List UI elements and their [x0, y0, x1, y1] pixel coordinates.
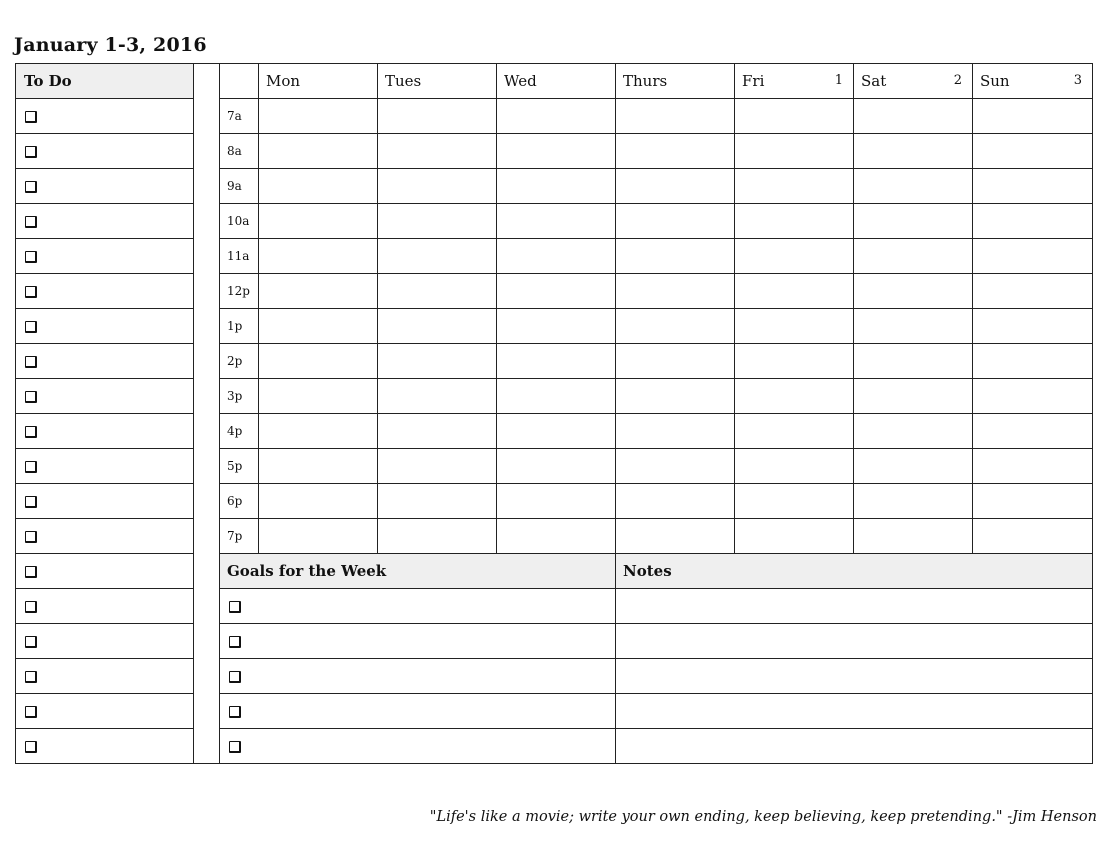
todo-item[interactable] — [16, 134, 194, 169]
todo-item[interactable] — [16, 519, 194, 554]
checkbox-icon[interactable] — [25, 111, 37, 123]
todo-item[interactable] — [16, 449, 194, 484]
page-title: January 1-3, 2016 — [14, 34, 207, 56]
schedule-slot[interactable] — [616, 204, 735, 239]
schedule-slot[interactable] — [973, 169, 1093, 204]
schedule-slot[interactable] — [973, 449, 1093, 484]
goal-item[interactable] — [220, 589, 616, 624]
schedule-slot[interactable] — [616, 379, 735, 414]
schedule-slot[interactable] — [378, 134, 497, 169]
todo-item[interactable] — [16, 169, 194, 204]
checkbox-icon[interactable] — [25, 426, 37, 438]
schedule-slot[interactable] — [616, 449, 735, 484]
schedule-slot[interactable] — [854, 344, 973, 379]
schedule-slot[interactable] — [378, 274, 497, 309]
schedule-slot[interactable] — [973, 134, 1093, 169]
schedule-slot[interactable] — [973, 274, 1093, 309]
schedule-slot[interactable] — [378, 204, 497, 239]
todo-item[interactable] — [16, 589, 194, 624]
column-spacer — [194, 64, 220, 764]
schedule-slot[interactable] — [497, 484, 616, 519]
notes-line[interactable] — [616, 694, 1093, 729]
checkbox-icon[interactable] — [25, 251, 37, 263]
checkbox-icon[interactable] — [25, 391, 37, 403]
schedule-slot[interactable] — [378, 344, 497, 379]
time-label: 10a — [220, 204, 259, 239]
day-header-thurs — [616, 64, 735, 99]
schedule-slot[interactable] — [973, 414, 1093, 449]
notes-line[interactable] — [616, 729, 1093, 764]
todo-item[interactable] — [16, 659, 194, 694]
schedule-slot[interactable] — [616, 309, 735, 344]
day-header-sat — [854, 64, 973, 99]
schedule-slot[interactable] — [259, 274, 378, 309]
day-label: Mon — [266, 72, 301, 90]
schedule-slot[interactable] — [973, 99, 1093, 134]
schedule-slot[interactable] — [973, 344, 1093, 379]
todo-item[interactable] — [16, 414, 194, 449]
checkbox-icon[interactable] — [25, 286, 37, 298]
schedule-slot[interactable] — [497, 519, 616, 554]
schedule-slot[interactable] — [854, 134, 973, 169]
time-label: 5p — [220, 449, 259, 484]
schedule-slot[interactable] — [616, 134, 735, 169]
time-label: 3p — [220, 379, 259, 414]
time-header — [220, 64, 259, 99]
schedule-slot[interactable] — [259, 309, 378, 344]
todo-item[interactable] — [16, 239, 194, 274]
schedule-slot[interactable] — [735, 309, 854, 344]
checkbox-icon[interactable] — [229, 671, 241, 683]
todo-item[interactable] — [16, 729, 194, 764]
day-date: 2 — [953, 73, 962, 88]
schedule-slot[interactable] — [854, 484, 973, 519]
todo-item[interactable] — [16, 204, 194, 239]
schedule-slot[interactable] — [735, 344, 854, 379]
time-label: 7p — [220, 519, 259, 554]
schedule-slot[interactable] — [973, 484, 1093, 519]
schedule-slot[interactable] — [854, 379, 973, 414]
schedule-slot[interactable] — [616, 239, 735, 274]
schedule-slot[interactable] — [497, 414, 616, 449]
schedule-slot[interactable] — [259, 519, 378, 554]
schedule-slot[interactable] — [259, 204, 378, 239]
day-header-tues — [378, 64, 497, 99]
schedule-slot[interactable] — [497, 204, 616, 239]
schedule-slot[interactable] — [735, 379, 854, 414]
checkbox-icon[interactable] — [25, 601, 37, 613]
time-label: 9a — [220, 169, 259, 204]
schedule-slot[interactable] — [735, 484, 854, 519]
schedule-slot[interactable] — [378, 309, 497, 344]
checkbox-icon[interactable] — [229, 706, 241, 718]
day-header-fri — [735, 64, 854, 99]
schedule-slot[interactable] — [854, 519, 973, 554]
schedule-slot[interactable] — [259, 239, 378, 274]
todo-item[interactable] — [16, 624, 194, 659]
schedule-slot[interactable] — [616, 169, 735, 204]
time-label: 4p — [220, 414, 259, 449]
goal-item[interactable] — [220, 729, 616, 764]
time-label: 1p — [220, 309, 259, 344]
schedule-slot[interactable] — [854, 309, 973, 344]
todo-item[interactable] — [16, 379, 194, 414]
checkbox-icon[interactable] — [25, 496, 37, 508]
schedule-slot[interactable] — [259, 379, 378, 414]
day-label: Tues — [385, 72, 422, 90]
schedule-slot[interactable] — [973, 239, 1093, 274]
schedule-slot[interactable] — [497, 134, 616, 169]
schedule-slot[interactable] — [378, 239, 497, 274]
day-header-mon — [259, 64, 378, 99]
schedule-slot[interactable] — [973, 519, 1093, 554]
schedule-slot[interactable] — [378, 379, 497, 414]
todo-item[interactable] — [16, 344, 194, 379]
schedule-slot[interactable] — [259, 99, 378, 134]
notes-line[interactable] — [616, 589, 1093, 624]
schedule-slot[interactable] — [259, 449, 378, 484]
checkbox-icon[interactable] — [25, 706, 37, 718]
time-label: 2p — [220, 344, 259, 379]
checkbox-icon[interactable] — [25, 461, 37, 473]
checkbox-icon[interactable] — [25, 321, 37, 333]
goal-item[interactable] — [220, 624, 616, 659]
todo-item[interactable] — [16, 309, 194, 344]
notes-header: Notes — [616, 554, 1093, 589]
checkbox-icon[interactable] — [25, 671, 37, 683]
schedule-slot[interactable] — [735, 99, 854, 134]
day-header-wed — [497, 64, 616, 99]
schedule-slot[interactable] — [378, 484, 497, 519]
checkbox-icon[interactable] — [229, 636, 241, 648]
day-date: 1 — [834, 73, 843, 88]
todo-item[interactable] — [16, 274, 194, 309]
schedule-slot[interactable] — [378, 449, 497, 484]
schedule-slot[interactable] — [854, 169, 973, 204]
schedule-slot[interactable] — [854, 239, 973, 274]
schedule-slot[interactable] — [259, 484, 378, 519]
schedule-slot[interactable] — [378, 414, 497, 449]
schedule-slot[interactable] — [854, 449, 973, 484]
checkbox-icon[interactable] — [229, 601, 241, 613]
day-label: Sun — [980, 72, 1010, 90]
goal-item[interactable] — [220, 659, 616, 694]
schedule-slot[interactable] — [616, 99, 735, 134]
day-header-sun — [973, 64, 1093, 99]
goal-item[interactable] — [220, 694, 616, 729]
checkbox-icon[interactable] — [25, 216, 37, 228]
day-label: Thurs — [623, 72, 668, 90]
schedule-slot[interactable] — [735, 414, 854, 449]
planner-grid — [15, 63, 1093, 764]
schedule-slot[interactable] — [854, 414, 973, 449]
checkbox-icon[interactable] — [25, 181, 37, 193]
schedule-slot[interactable] — [378, 99, 497, 134]
schedule-slot[interactable] — [616, 414, 735, 449]
checkbox-icon[interactable] — [25, 566, 37, 578]
schedule-slot[interactable] — [854, 99, 973, 134]
day-label: Wed — [504, 72, 537, 90]
goals-header: Goals for the Week — [220, 554, 616, 589]
time-label: 8a — [220, 134, 259, 169]
schedule-slot[interactable] — [259, 169, 378, 204]
schedule-slot[interactable] — [497, 309, 616, 344]
checkbox-icon[interactable] — [25, 741, 37, 753]
time-label: 12p — [220, 274, 259, 309]
checkbox-icon[interactable] — [25, 356, 37, 368]
time-label: 6p — [220, 484, 259, 519]
schedule-slot[interactable] — [735, 169, 854, 204]
checkbox-icon[interactable] — [25, 531, 37, 543]
schedule-slot[interactable] — [497, 274, 616, 309]
schedule-slot[interactable] — [497, 169, 616, 204]
schedule-slot[interactable] — [259, 134, 378, 169]
time-label: 11a — [220, 239, 259, 274]
todo-item[interactable] — [16, 99, 194, 134]
schedule-slot[interactable] — [497, 99, 616, 134]
schedule-slot[interactable] — [616, 274, 735, 309]
schedule-slot[interactable] — [973, 379, 1093, 414]
checkbox-icon[interactable] — [25, 636, 37, 648]
schedule-slot[interactable] — [735, 134, 854, 169]
schedule-slot[interactable] — [735, 449, 854, 484]
schedule-slot[interactable] — [497, 239, 616, 274]
checkbox-icon[interactable] — [229, 741, 241, 753]
day-label: Fri — [742, 72, 765, 90]
schedule-slot[interactable] — [854, 204, 973, 239]
todo-item[interactable] — [16, 554, 194, 589]
checkbox-icon[interactable] — [25, 146, 37, 158]
schedule-slot[interactable] — [735, 274, 854, 309]
todo-item[interactable] — [16, 694, 194, 729]
schedule-slot[interactable] — [973, 204, 1093, 239]
schedule-slot[interactable] — [735, 239, 854, 274]
day-label: Sat — [861, 72, 887, 90]
schedule-slot[interactable] — [497, 449, 616, 484]
footer-quote: "Life's like a movie; write your own ending, keep believing, keep pretending." -Jim Henson — [429, 809, 1097, 825]
schedule-slot[interactable] — [497, 379, 616, 414]
schedule-slot[interactable] — [973, 309, 1093, 344]
schedule-slot[interactable] — [854, 274, 973, 309]
schedule-slot[interactable] — [735, 519, 854, 554]
time-label: 7a — [220, 99, 259, 134]
schedule-slot[interactable] — [497, 344, 616, 379]
schedule-slot[interactable] — [616, 484, 735, 519]
todo-item[interactable] — [16, 484, 194, 519]
schedule-slot[interactable] — [616, 344, 735, 379]
schedule-slot[interactable] — [259, 344, 378, 379]
todo-header: To Do — [16, 64, 194, 99]
notes-line[interactable] — [616, 624, 1093, 659]
schedule-slot[interactable] — [378, 169, 497, 204]
schedule-slot[interactable] — [616, 519, 735, 554]
day-date: 3 — [1073, 73, 1082, 88]
schedule-slot[interactable] — [378, 519, 497, 554]
notes-line[interactable] — [616, 659, 1093, 694]
schedule-slot[interactable] — [259, 414, 378, 449]
schedule-slot[interactable] — [735, 204, 854, 239]
